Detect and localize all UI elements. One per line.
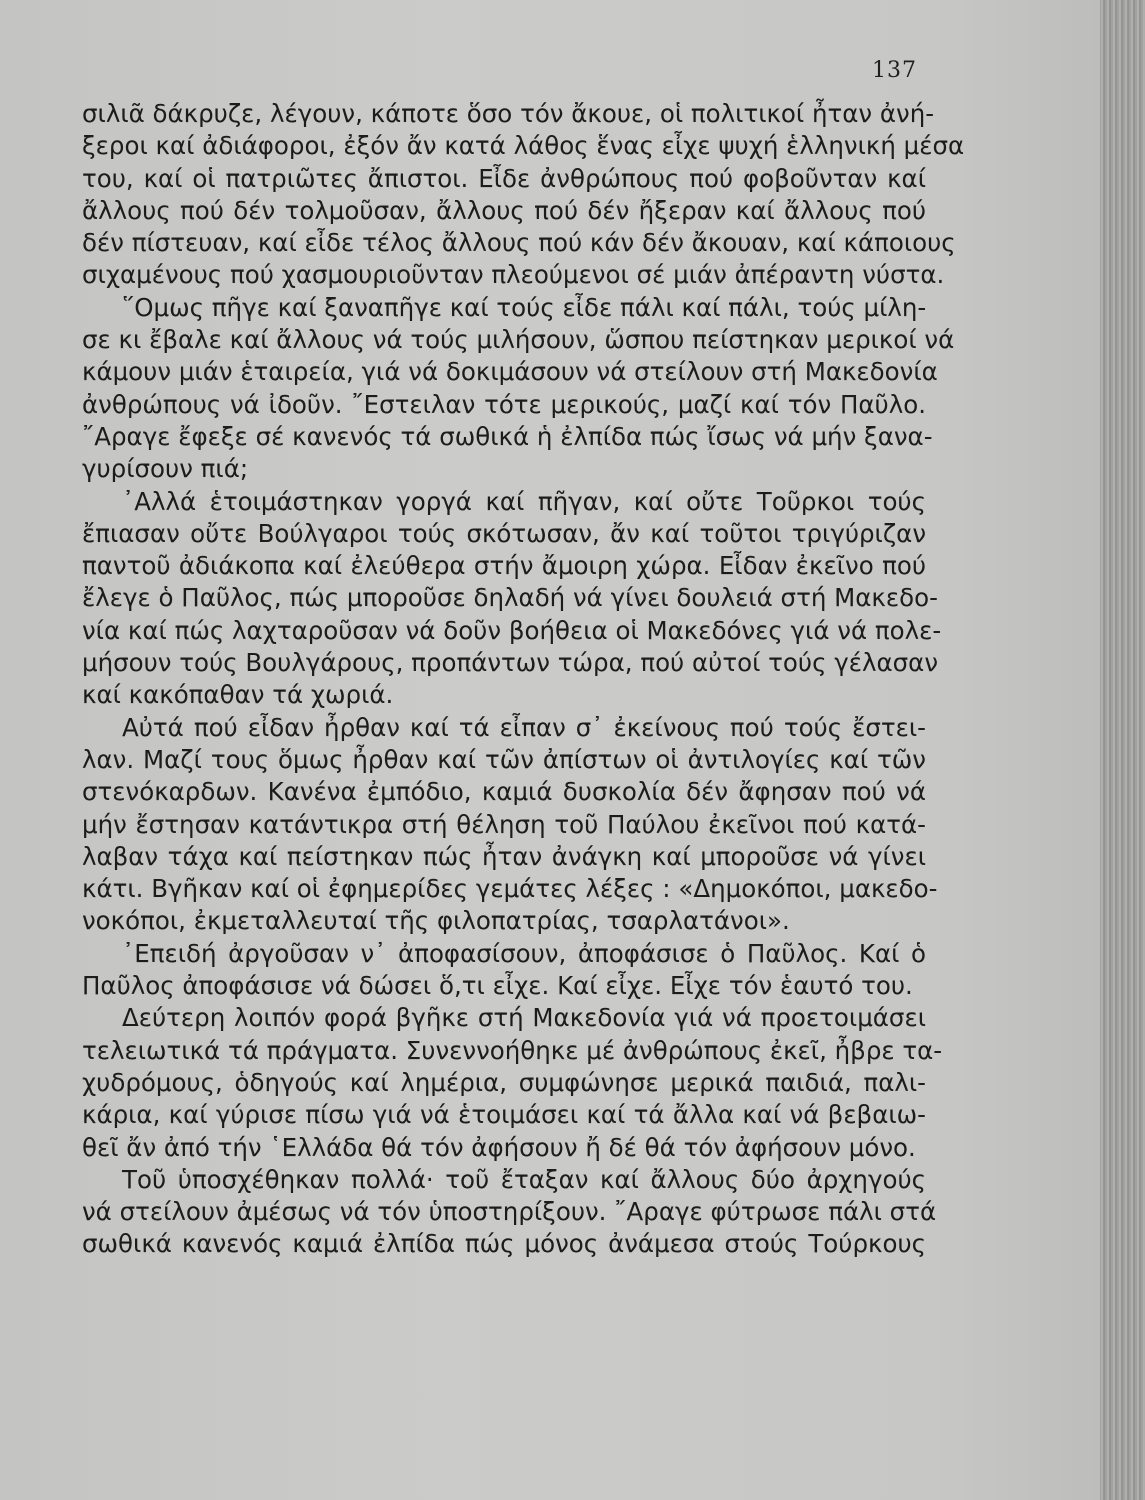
text-line: παντοῦ ἀδιάκοπα καί ἐλεύθερα στήν ἄμοιρη χώρα. Εἶδαν ἐκεῖνο πού	[82, 551, 926, 581]
text-line: ξεροι καί ἀδιάφοροι, ἐξόν ἄν κατά λάθος ἕνας εἶχε ψυχή ἑλληνική μέσα	[82, 131, 965, 161]
text-line: ἄλλους πού δέν τολμοῦσαν, ἄλλους πού δέν ἤξεραν καί ἄλλους πού	[82, 195, 926, 225]
text-line: δέν πίστευαν, καί εἶδε τέλος ἄλλους πού κάν δέν ἄκουαν, καί κάποιους	[82, 228, 956, 258]
text-line: λαν. Μαζί τους ὅμως ἦρθαν καί τῶν ἀπίστων οἱ ἀντιλογίες καί τῶν	[82, 744, 926, 774]
text-line: ἔλεγε ὁ Παῦλος, πώς μποροῦσε δηλαδή νά γίνει δουλειά στή Μακεδο-	[82, 583, 938, 613]
text-line: Τοῦ ὑποσχέθηκαν πολλά· τοῦ ἔταξαν καί ἄλλους δύο ἀρχηγούς	[122, 1164, 926, 1194]
text-line: Δεύτερη λοιπόν φορά βγῆκε στή Μακεδονία γιά νά προετοιμάσει	[122, 1003, 926, 1033]
text-line: λαβαν τάχα καί πείστηκαν πώς ἦταν ἀνάγκη καί μποροῦσε νά γίνει	[82, 841, 926, 871]
text-line: ᾿Επειδή ἀργοῦσαν ν᾿ ἀποφασίσουν, ἀποφάσισε ὁ Παῦλος. Καί ὁ	[122, 938, 926, 968]
text-line: Παῦλος ἀποφάσισε νά δώσει ὅ,τι εἶχε. Καί εἶχε. Εἶχε τόν ἑαυτό του.	[82, 971, 913, 1001]
text-line: νοκόποι, ἐκμεταλλευταί τῆς φιλοπατρίας, τσαρλατάνοι».	[82, 906, 790, 936]
text-line: νία καί πώς λαχταροῦσαν νά δοῦν βοήθεια οἱ Μακεδόνες γιά νά πολε-	[82, 615, 942, 645]
page-edges	[1100, 0, 1145, 1500]
text-line: θεῖ ἄν ἀπό τήν ῾Ελλάδα θά τόν ἀφήσουν ἤ δέ θά τόν ἀφήσουν μόνο.	[82, 1132, 916, 1162]
text-line: κάτι. Βγῆκαν καί οἱ ἐφημερίδες γεμάτες λέξες : «Δημοκόποι, μακεδο-	[82, 874, 938, 904]
text-line: ᾿Αλλά ἑτοιμάστηκαν γοργά καί πῆγαν, καί οὔτε Τοῦρκοι τούς	[122, 486, 926, 516]
text-line: μήσουν τούς Βουλγάρους, προπάντων τώρα, πού αὐτοί τούς γέλασαν	[82, 648, 939, 678]
text-line: στενόκαρδων. Κανένα ἐμπόδιο, καμιά δυσκολία δέν ἄφησαν πού νά	[82, 777, 926, 807]
text-line: ῎Αραγε ἔφεξε σέ κανενός τά σωθικά ἡ ἐλπίδα πώς ἴσως νά μήν ξανα-	[82, 421, 933, 451]
text-line: μήν ἔστησαν κατάντικρα στή θέληση τοῦ Παύλου ἐκεῖνοι πού κατά-	[82, 809, 926, 839]
text-line: σε κι ἔβαλε καί ἄλλους νά τούς μιλήσουν, ὥσπου πείστηκαν μερικοί νά	[82, 325, 955, 355]
text-line: γυρίσουν πιά;	[82, 454, 249, 484]
text-line: ἀνθρώπους νά ἰδοῦν. ῎Εστειλαν τότε μερικούς, μαζί καί τόν Παῦλο.	[82, 389, 926, 419]
text-line: νά στείλουν ἀμέσως νά τόν ὑποστηρίξουν. ῎Αραγε φύτρωσε πάλι στά	[82, 1197, 937, 1227]
text-line: ῞Ομως πῆγε καί ξαναπῆγε καί τούς εἶδε πάλι καί πάλι, τούς μίλη-	[122, 292, 927, 322]
text-line: ἔπιασαν οὔτε Βούλγαροι τούς σκότωσαν, ἄν καί τοῦτοι τριγύριζαν	[82, 518, 926, 548]
text-line: σωθικά κανενός καμιά ἐλπίδα πώς μόνος ἀνάμεσα στούς Τούρκους	[82, 1229, 926, 1259]
text-line: τελειωτικά τά πράγματα. Συνεννοήθηκε μέ ἀνθρώπους ἐκεῖ, ἦβρε τα-	[82, 1035, 943, 1065]
text-line: καί κακόπαθαν τά χωριά.	[82, 680, 394, 710]
text-line: του, καί οἱ πατριῶτες ἄπιστοι. Εἶδε ἀνθρώπους πού φοβοῦνταν καί	[82, 163, 926, 193]
text-line: κάρια, καί γύρισε πίσω γιά νά ἑτοιμάσει καί τά ἄλλα καί νά βεβαιω-	[82, 1100, 926, 1130]
text-line: Αὐτά πού εἶδαν ἦρθαν καί τά εἶπαν σ᾿ ἐκείνους πού τούς ἔστει-	[122, 712, 926, 742]
text-line: χυδρόμους, ὁδηγούς καί λημέρια, συμφώνησε μερικά παιδιά, παλι-	[82, 1067, 926, 1097]
text-line: σιχαμένους πού χασμουριοῦνταν πλεούμενοι σέ μιάν ἀπέραντη νύστα.	[82, 260, 945, 290]
text-line: σιλιᾶ δάκρυζε, λέγουν, κάποτε ὅσο τόν ἄκουε, οἱ πολιτικοί ἦταν ἀνή-	[82, 99, 935, 128]
body-text	[82, 98, 965, 1261]
page-number: 137	[872, 58, 917, 83]
text-line: κάμουν μιάν ἑταιρεία, γιά νά δοκιμάσουν νά στείλουν στή Μακεδονία	[82, 357, 938, 387]
